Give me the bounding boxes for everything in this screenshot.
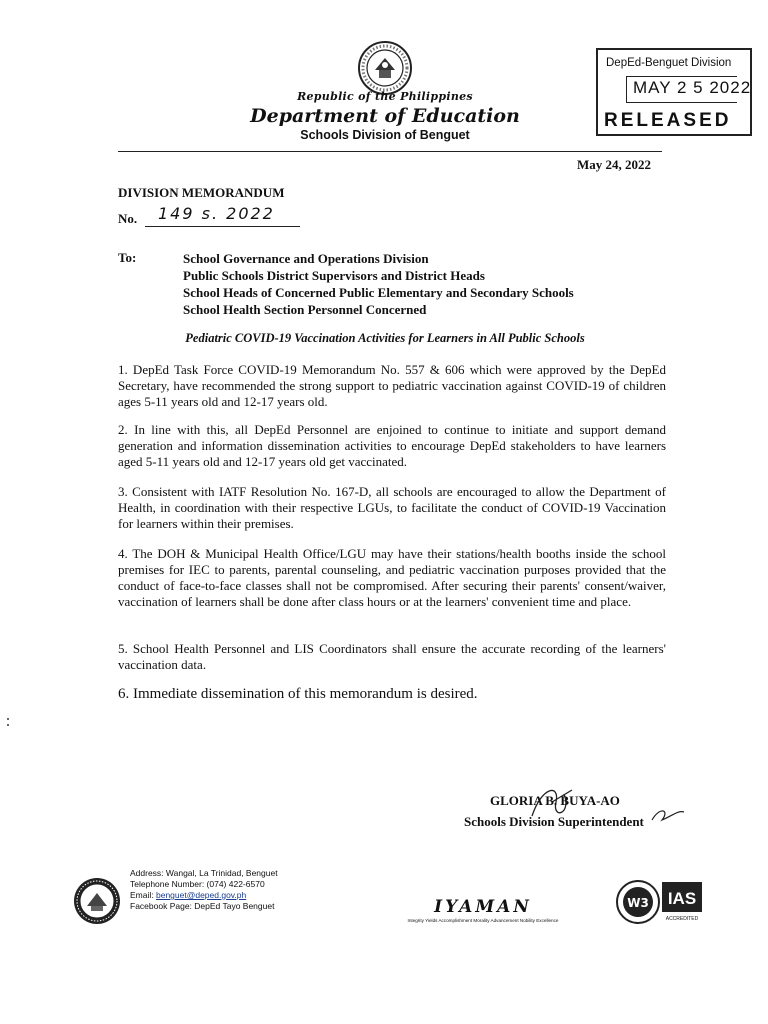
core-values-tagline: Integrity Yields Accomplishment Morality Advancement Nobility Excellence	[407, 918, 559, 923]
department-name: Department of Education	[250, 105, 520, 127]
paragraph-2: 2. In line with this, all DepEd Personnel are enjoined to continue to initiate and support demand generation and information dissemination activities to encourage DepEd stakeholders to have learners aged 5-11 years old and 12-17 years old get vaccinated.	[118, 422, 666, 469]
header-divider	[118, 151, 662, 152]
to-label: To:	[118, 250, 137, 265]
recipient-item: Public Schools District Supervisors and District Heads	[183, 268, 485, 283]
republic-line: Republic of the Philippines	[297, 90, 473, 103]
memo-subject: Pediatric COVID-19 Vaccination Activities for Learners in All Public Schools	[185, 331, 585, 345]
facebook-page: Facebook Page: DepEd Tayo Benguet	[130, 901, 275, 911]
memo-type: DIVISION MEMORANDUM	[118, 185, 285, 200]
recipient-list	[183, 250, 574, 318]
recipient-item: School Health Section Personnel Concerned	[183, 302, 427, 317]
paragraph-3: 3. Consistent with IATF Resolution No. 167-D, all schools are encouraged to allow the Department of Health, in coordination with their respective LGUs, to facilitate the conduct of COVID-19 Vaccination for learners within their premises.	[118, 484, 666, 531]
email-link[interactable]: benguet@deped.gov.ph	[155, 890, 247, 900]
contact-block	[130, 868, 278, 912]
core-values-logo	[377, 897, 589, 923]
memo-number-underline	[145, 226, 300, 227]
certification-logos	[616, 878, 706, 926]
memo-date: May 24, 2022	[577, 157, 652, 172]
scan-speck	[7, 718, 9, 720]
signatory-title: Schools Division Superintendent	[464, 814, 644, 829]
paragraph-6: 6. Immediate dissemination of this memorandum is desired.	[118, 686, 478, 702]
signatory-name: GLORIA B. BUYA-AO	[490, 793, 620, 808]
email-line: Email: benguet@deped.gov.ph	[130, 890, 247, 900]
paragraph-4: 4. The DOH & Municipal Health Office/LGU may have their stations/health booths inside the school premises for IEC to parents, parental counseling, and pediatric vaccination purposes provided that the conduct of face-to-face classes shall not be compromised. After securing their parents' consent/waiver, vaccination of learners shall be done after class hours or at the learners' convenient time and place.	[118, 546, 666, 609]
stamp-status: RELEASED	[604, 110, 732, 131]
core-values-wordmark: IYAMAN	[434, 897, 532, 917]
deped-seal-icon	[357, 40, 413, 96]
memo-number-label: No.	[118, 211, 138, 226]
stamp-office: DepEd-Benguet Division	[606, 57, 732, 69]
paragraph-1: 1. DepEd Task Force COVID-19 Memorandum No. 557 & 606 which were approved by the DepEd Secretary, have recommended the strong support to pediatric vaccination against COVID-19 of children ages 5-11 years old and 12-17 years old.	[118, 362, 666, 409]
memo-number: 149 s. 2022	[158, 204, 275, 223]
recipient-item: School Governance and Operations Division	[183, 251, 429, 266]
address: Address: Wangal, La Trinidad, Benguet	[130, 868, 278, 878]
division-seal-icon	[72, 876, 122, 926]
recipient-item: School Heads of Concerned Public Elementary and Secondary Schools	[183, 285, 574, 300]
scan-speck	[7, 724, 9, 726]
svg-text:W3: W3	[627, 896, 649, 910]
telephone: Telephone Number: (074) 422-6570	[130, 879, 265, 889]
cert-badge-text: IAS	[667, 889, 697, 908]
cert-badge-subtext: ACCREDITED	[665, 916, 699, 922]
division-name: Schools Division of Benguet	[300, 128, 470, 142]
stamp-date: MAY 2 5 2022	[633, 78, 752, 97]
paragraph-5: 5. School Health Personnel and LIS Coordinators shall ensure the accurate recording of the learners' vaccination data.	[118, 641, 666, 672]
